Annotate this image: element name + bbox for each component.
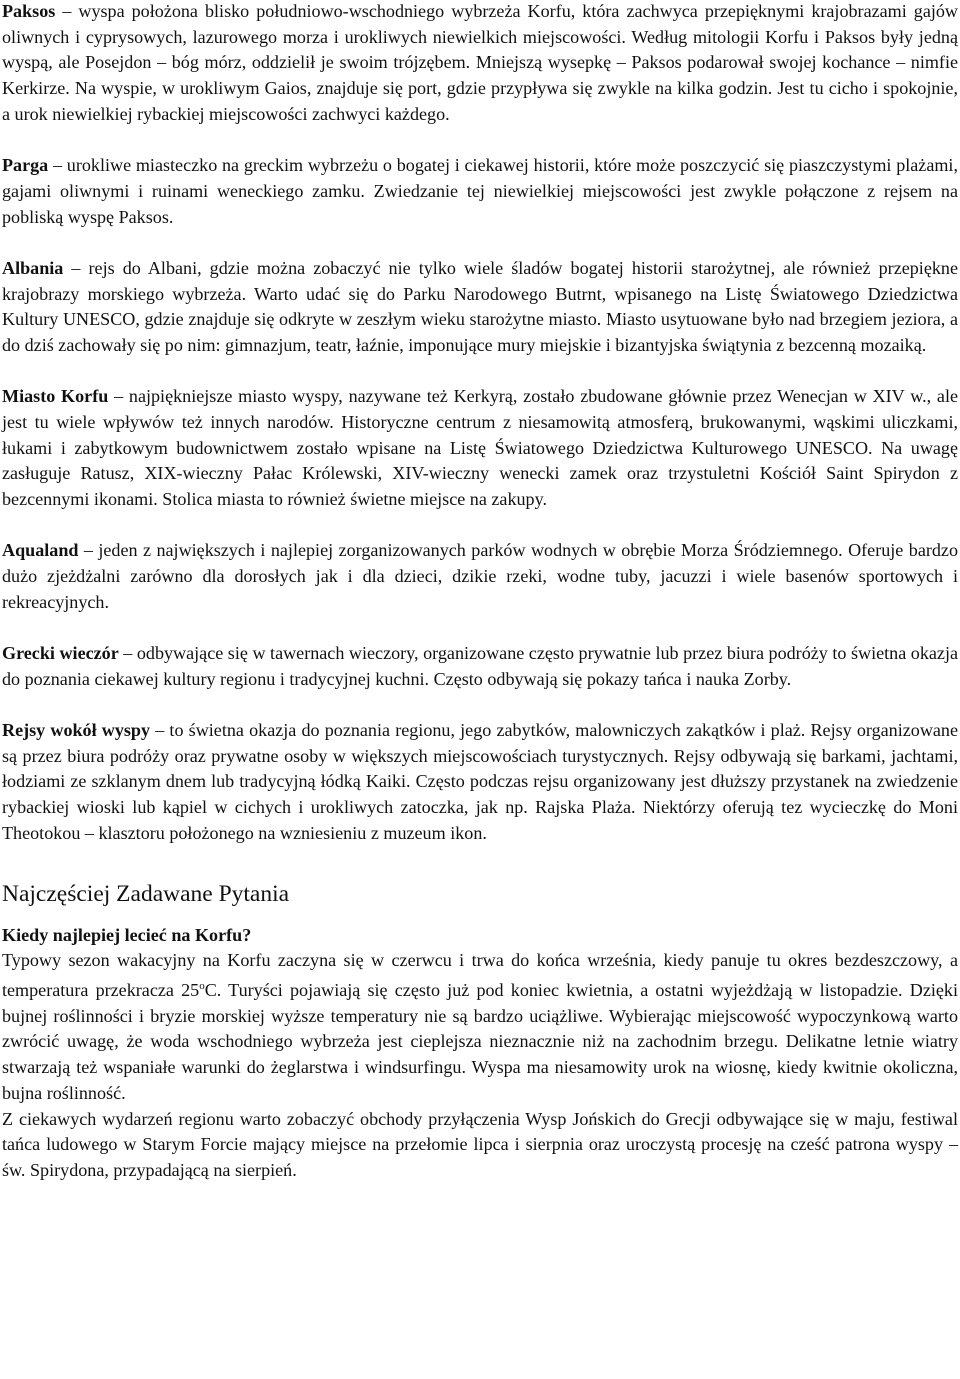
attraction-term: Aqualand [2, 540, 79, 561]
attraction-term: Albania [2, 257, 64, 278]
faq-heading: Najczęściej Zadawane Pytania [2, 880, 290, 907]
attraction-term: Paksos [2, 1, 56, 21]
attraction-text: – najpiękniejsze miasto wyspy, nazywane też Kerkyrą, zostało zbudowane głównie przez Wenecjan w XIV w., ale jest tu wiele wpływów też innych narodów. Historyczne centrum z niesamowitą atmosferą, brukowanymi, wąskimi uliczkami, łukami i zabytkowym budownictwem zostało wpisane na Listę Światowego Dziedzictwa Kulturowego UNESCO. Na uwagę zasługuje Ratusz, XIX-wieczny Pałac Królewski, XIV-wieczny wenecki zamek oraz trzystuletni Kościół Saint Spirydon z bezcennymi ikonami. Stolica miasta to również świetne miejsce na zakupy. [2, 386, 959, 510]
attraction-text: – wyspa położona blisko południowo-wschodniego wybrzeża Korfu, która zachwyca przepięknymi krajobrazami gajów oliwnych i cyprysowych, lazurowego morza i urokliwych niewielkich miejscowości. Według mitologii Korfu i Paksos były jedną wyspą, ale Posejdon – bóg mórz, oddzielił je swoim trójzębem. Mniejszą wysepkę – Paksos podarował swojej kochance – nimfie Kerkirze. Na wyspie, w urokliwym Gaios, znajduje się port, gdzie przypływa się zwykle na kilka godzin. Jest tu cicho i spokojnie, a urok niewielkiej rybackiej miejscowości zachwyci każdego. [2, 1, 958, 124]
attraction-term: Parga [2, 155, 49, 176]
attraction-text: – to świetna okazja do poznania regionu, jego zabytków, malowniczych zakątków i plaż. Rejsy organizowane są przez biura podróży oraz prywatne osoby w większych miejscowościach turystycznych. Rejsy odbywają się barkami, jachtami, łodziami ze szklanym dnem lub tradycyjną łódką Kaiki. Często podczas rejsu organizowany jest dłuższy przystanek na zwiedzenie rybackiej wioski lub kąpiel w cichych i urokliwych zatoczka, jak np. Rajska Plaża. Niektórzy oferują tez wycieczkę do Moni Theotokou – klasztoru położonego na wzniesieniu z muzeum ikon. [2, 720, 958, 843]
attraction-text: – odbywające się w tawernach wieczory, organizowane często prywatnie lub przez biura podróży to świetna okazja do poznania ciekawej kultury regionu i tradycyjnej kuchni. Często odbywają się pokazy tańca i nauka Zorby. [2, 643, 958, 689]
faq-answer-paragraph-1 [2, 948, 958, 1106]
attraction-aqualand [2, 538, 958, 615]
answer-text-part: Typowy sezon wakacyjny na Korfu zaczyna się w czerwcu i trwa do końca września, kiedy panuje tu okres bezdeszczowy, a temperatura przekracza 25 [2, 950, 958, 1000]
answer-text-part: C. Turyści pojawiają się często już pod koniec kwietnia, a ostatni wyjeżdżają w listopadzie. Dzięki bujnej roślinności i bryzie morskiej wyższe temperatury nie są bardzo uciążliwe. Wybierając miejscowość wypoczynkową warto zwrócić uwagę, że woda wschodniego wybrzeża jest cieplejsza nieznacznie niż na zachodnim brzegu. Delikatne letnie wiatry stwarzają też wspaniałe warunki do żeglarstwa i windsurfingu. Wyspa ma niesamowity urok na wiosnę, kiedy kwitnie okoliczna, bujna roślinność. [2, 979, 958, 1103]
degree-superscript: o [199, 979, 205, 992]
attraction-text: – urokliwe miasteczko na greckim wybrzeżu o bogatej i ciekawej historii, które może poszczycić się piaszczystymi plażami, gajami oliwnymi i ruinami weneckiego zamku. Zwiedzanie tej niewielkiej miejscowości jest zwykle połączone z rejsem na pobliską wyspę Paksos. [2, 155, 958, 227]
attraction-albania [2, 256, 958, 359]
attraction-term: Grecki wieczór [2, 643, 119, 664]
faq-question: Kiedy najlepiej lecieć na Korfu? [2, 924, 252, 945]
attraction-paksos [2, 0, 958, 128]
attraction-parga [2, 153, 958, 230]
attraction-rejsy [2, 718, 958, 847]
attraction-text: – jeden z największych i najlepiej zorganizowanych parków wodnych w obrębie Morza Śródziemnego. Oferuje bardzo dużo zjeżdżalni zarówno dla dorosłych jak i dla dzieci, dzikie rzeki, wodne tuby, jacuzzi i wiele basenów sportowych i rekreacyjnych. [2, 540, 958, 612]
attraction-term: Rejsy wokół wyspy [2, 720, 151, 741]
attraction-miasto-korfu [2, 384, 958, 513]
attraction-text: – rejs do Albani, gdzie można zobaczyć nie tylko wiele śladów bogatej historii starożytnej, ale również przepiękne krajobrazy morskiego wybrzeża. Warto udać się do Parku Narodowego Butrnt, wpisanego na Listę Światowego Dziedzictwa Kultury UNESCO, gdzie znajduje się odkryte w zeszłym wieku starożytne miasto. Miasto usytuowane było nad brzegiem jeziora, a do dziś zachowały się po nim: gimnazjum, teatr, łaźnie, imponujące mury miejskie i bizantyjska świątynia z bezcenną mozaiką. [2, 257, 958, 355]
attraction-grecki-wieczor [2, 641, 958, 692]
faq-answer-paragraph-2: Z ciekawych wydarzeń regionu warto zobaczyć obchody przyłączenia Wysp Jońskich do Grecji odbywające się w maju, festiwal tańca ludowego w Starym Forcie mający miejsce na przełomie lipca i sierpnia oraz uroczystą procesję na cześć patrona wyspy – św. Spirydona, przypadającą na sierpień. [2, 1108, 958, 1180]
attraction-term: Miasto Korfu [2, 386, 109, 407]
